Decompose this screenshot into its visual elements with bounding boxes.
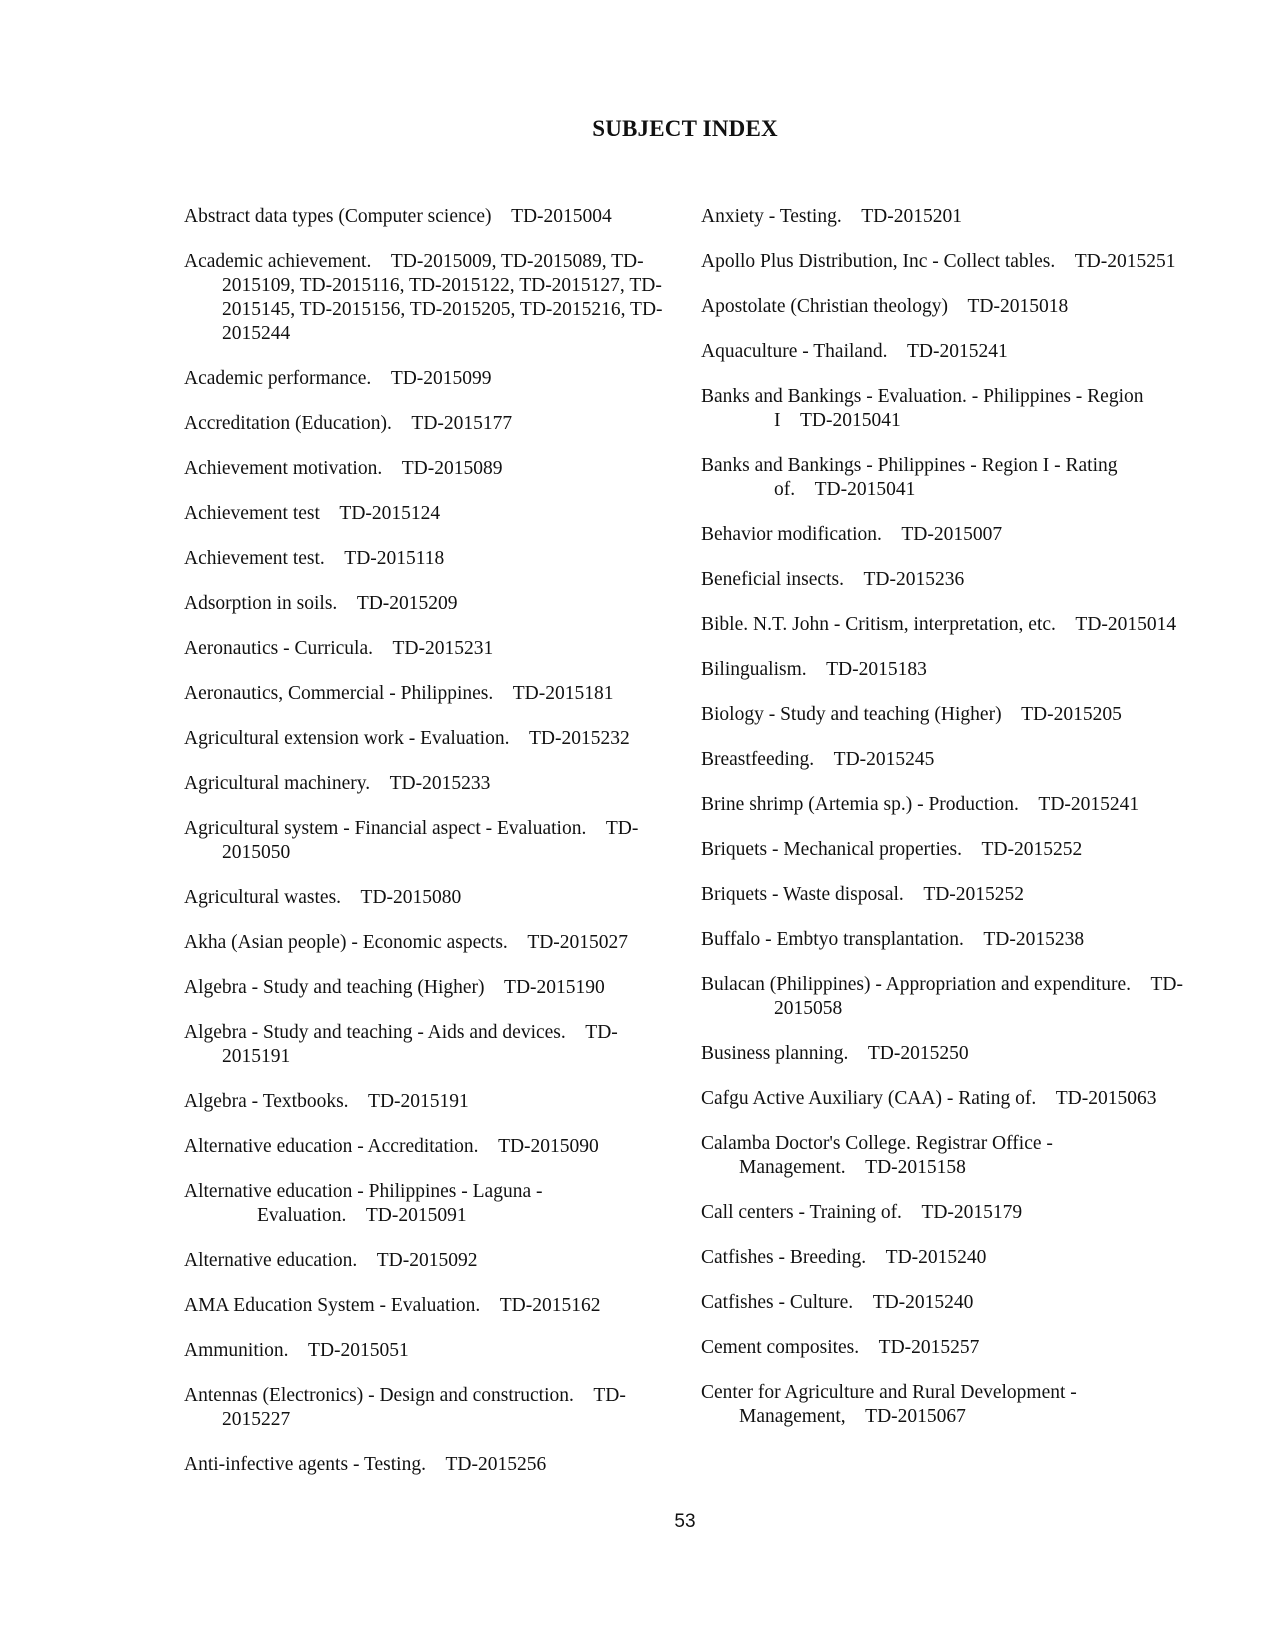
index-term: Anxiety - Testing.: [701, 206, 842, 227]
index-codes: TD-2015158: [865, 1157, 966, 1178]
index-term: Antennas (Electronics) - Design and construction.: [184, 1385, 574, 1406]
index-term: Behavior modification.: [701, 524, 882, 545]
index-entry: [184, 976, 664, 1000]
index-entry: [184, 547, 664, 571]
index-term: Anti-infective agents - Testing.: [184, 1454, 426, 1475]
index-term: Catfishes - Breeding.: [701, 1247, 867, 1268]
index-term: Briquets - Waste disposal.: [701, 884, 904, 905]
index-term: Apollo Plus Distribution, Inc - Collect tables.: [701, 251, 1056, 272]
index-entry: [184, 457, 664, 481]
index-term: Bulacan (Philippines) - Appropriation and expenditure.: [701, 974, 1131, 995]
page-title: SUBJECT INDEX: [592, 116, 778, 141]
index-term: Algebra - Study and teaching - Aids and devices.: [184, 1022, 566, 1043]
index-term: Alternative education - Philippines - Laguna - Evaluation.: [184, 1181, 543, 1226]
index-term: Breastfeeding.: [701, 749, 815, 770]
index-codes: TD-2015018: [967, 296, 1069, 317]
index-codes: TD-2015252: [981, 839, 1083, 860]
index-entry: [701, 928, 1189, 952]
index-codes: TD-2015191: [222, 1022, 618, 1067]
index-codes: TD-2015236: [863, 569, 965, 590]
index-term: Adsorption in soils.: [184, 593, 338, 614]
index-entry: [184, 412, 664, 436]
index-term: Call centers - Training of.: [701, 1202, 902, 1223]
index-codes: TD-2015256: [445, 1454, 547, 1475]
index-term: Agricultural wastes.: [184, 887, 342, 908]
index-entry: [184, 592, 664, 616]
index-codes: TD-2015227: [222, 1385, 626, 1430]
index-term: Aquaculture - Thailand.: [701, 341, 888, 362]
index-codes: TD-2015252: [923, 884, 1025, 905]
index-codes: TD-2015027: [527, 932, 629, 953]
index-codes: TD-2015179: [921, 1202, 1023, 1223]
index-entry: [701, 793, 1189, 817]
index-term: Aeronautics, Commercial - Philippines.: [184, 683, 494, 704]
index-term: Cafgu Active Auxiliary (CAA) - Rating of.: [701, 1088, 1037, 1109]
index-entry: [184, 772, 664, 796]
index-entry: [184, 1453, 664, 1477]
index-term: Apostolate (Christian theology): [701, 296, 948, 317]
index-term: Business planning.: [701, 1043, 849, 1064]
index-entry: [184, 727, 664, 751]
index-entry: [701, 250, 1189, 274]
index-entry: [184, 817, 664, 865]
index-codes: TD-2015091: [365, 1205, 467, 1226]
index-codes: TD-2015245: [833, 749, 935, 770]
index-codes: TD-2015231: [392, 638, 494, 659]
index-entry: [184, 1135, 664, 1159]
index-entry: [701, 205, 1189, 229]
index-term: Briquets - Mechanical properties.: [701, 839, 962, 860]
index-entry: [184, 367, 664, 391]
index-codes: TD-2015092: [376, 1250, 478, 1271]
index-term: Beneficial insects.: [701, 569, 844, 590]
index-term: Banks and Bankings - Evaluation. - Philippines - Region I: [701, 386, 1144, 431]
index-codes: TD-2015058: [774, 974, 1183, 1019]
index-entry: [701, 973, 1189, 1021]
index-entry: [184, 250, 664, 346]
index-entry: [184, 637, 664, 661]
index-term: Achievement test.: [184, 548, 325, 569]
index-column-right: [701, 205, 1189, 1450]
index-term: Academic achievement.: [184, 251, 372, 272]
index-term: AMA Education System - Evaluation.: [184, 1295, 481, 1316]
index-entry: [701, 1201, 1189, 1225]
index-term: Calamba Doctor's College. Registrar Office - Management.: [701, 1133, 1053, 1178]
index-codes: TD-2015240: [872, 1292, 974, 1313]
index-entry: [701, 568, 1189, 592]
index-entry: [701, 1336, 1189, 1360]
index-term: Algebra - Study and teaching (Higher): [184, 977, 485, 998]
index-codes: TD-2015063: [1055, 1088, 1157, 1109]
index-entry: [184, 886, 664, 910]
index-entry: [184, 1294, 664, 1318]
index-entry: [701, 1087, 1189, 1111]
index-codes: TD-2015118: [344, 548, 445, 569]
index-codes: TD-2015041: [814, 479, 916, 500]
index-entry: [701, 658, 1189, 682]
index-codes: TD-2015209: [356, 593, 458, 614]
index-codes: TD-2015205: [1021, 704, 1122, 725]
index-term: Aeronautics - Curricula.: [184, 638, 373, 659]
index-codes: TD-2015051: [308, 1340, 409, 1361]
index-term: Agricultural extension work - Evaluation.: [184, 728, 510, 749]
index-entry: [701, 748, 1189, 772]
index-entry: [701, 1132, 1189, 1180]
index-term: Bible. N.T. John - Critism, interpretation, etc.: [701, 614, 1056, 635]
index-entry: [184, 1180, 664, 1228]
index-term: Accreditation (Education).: [184, 413, 392, 434]
index-codes: TD-2015004: [511, 206, 612, 227]
index-term: Ammunition.: [184, 1340, 289, 1361]
index-codes: TD-2015050: [222, 818, 639, 863]
index-codes: TD-2015099: [390, 368, 492, 389]
index-entry: [184, 1339, 664, 1363]
index-codes: TD-2015232: [528, 728, 630, 749]
index-entry: [701, 613, 1189, 637]
index-term: Biology - Study and teaching (Higher): [701, 704, 1002, 725]
index-entry: [184, 205, 664, 229]
index-term: Akha (Asian people) - Economic aspects.: [184, 932, 508, 953]
index-codes: TD-2015251: [1074, 251, 1176, 272]
index-term: Brine shrimp (Artemia sp.) - Production.: [701, 794, 1019, 815]
index-entry: [701, 454, 1189, 502]
index-entry: [184, 1249, 664, 1273]
index-entry: [701, 838, 1189, 862]
index-term: Achievement test: [184, 503, 320, 524]
index-entry: [184, 502, 664, 526]
index-term: Agricultural machinery.: [184, 773, 371, 794]
index-entry: [184, 1384, 664, 1432]
index-codes: TD-2015201: [861, 206, 962, 227]
index-codes: TD-2015177: [411, 413, 513, 434]
index-column-left: [184, 205, 664, 1498]
index-codes: TD-2015241: [906, 341, 1008, 362]
index-codes: TD-2015162: [499, 1295, 601, 1316]
index-codes: TD-2015257: [878, 1337, 980, 1358]
index-entry: [701, 1291, 1189, 1315]
index-codes: TD-2015238: [983, 929, 1085, 950]
index-codes: TD-2015124: [339, 503, 441, 524]
index-entry: [701, 1042, 1189, 1066]
index-codes: TD-2015014: [1075, 614, 1177, 635]
index-entry: [701, 340, 1189, 364]
index-codes: TD-2015233: [389, 773, 491, 794]
index-codes: TD-2015007: [901, 524, 1003, 545]
index-entry: [701, 1381, 1189, 1429]
index-codes: TD-2015090: [498, 1136, 599, 1157]
index-entry: [701, 523, 1189, 547]
index-codes: TD-2015041: [800, 410, 901, 431]
index-codes: TD-2015009, TD-2015089, TD-2015109, TD-2015116, TD-2015122, TD-2015127, TD-2015145, TD-2015156, TD-2015205, TD-2015216, TD-2015244: [222, 251, 663, 344]
index-codes: TD-2015089: [401, 458, 503, 479]
index-entry: [184, 931, 664, 955]
index-term: Achievement motivation.: [184, 458, 383, 479]
index-term: Catfishes - Culture.: [701, 1292, 854, 1313]
index-term: Alternative education - Accreditation.: [184, 1136, 479, 1157]
index-codes: TD-2015067: [865, 1406, 966, 1427]
index-term: Algebra - Textbooks.: [184, 1091, 349, 1112]
index-term: Buffalo - Embtyo transplantation.: [701, 929, 964, 950]
index-codes: TD-2015241: [1038, 794, 1140, 815]
index-codes: TD-2015080: [360, 887, 462, 908]
index-entry: [184, 1090, 664, 1114]
index-codes: TD-2015190: [504, 977, 605, 998]
index-term: Cement composites.: [701, 1337, 860, 1358]
index-entry: [701, 883, 1189, 907]
index-term: Agricultural system - Financial aspect - Evaluation.: [184, 818, 587, 839]
index-term: Banks and Bankings - Philippines - Region I - Rating of.: [701, 455, 1118, 500]
index-term: Abstract data types (Computer science): [184, 206, 492, 227]
index-entry: [701, 1246, 1189, 1270]
index-codes: TD-2015191: [368, 1091, 469, 1112]
index-entry: [701, 385, 1189, 433]
index-term: Alternative education.: [184, 1250, 358, 1271]
index-term: Academic performance.: [184, 368, 372, 389]
index-entry: [701, 295, 1189, 319]
index-codes: TD-2015181: [512, 683, 614, 704]
index-codes: TD-2015240: [885, 1247, 987, 1268]
index-entry: [184, 1021, 664, 1069]
index-entry: [701, 703, 1189, 727]
index-entry: [184, 682, 664, 706]
index-term: Bilingualism.: [701, 659, 807, 680]
page-number: 53: [674, 1511, 696, 1532]
index-codes: TD-2015183: [826, 659, 927, 680]
index-term: Center for Agriculture and Rural Development - Management,: [701, 1382, 1077, 1427]
index-codes: TD-2015250: [867, 1043, 969, 1064]
